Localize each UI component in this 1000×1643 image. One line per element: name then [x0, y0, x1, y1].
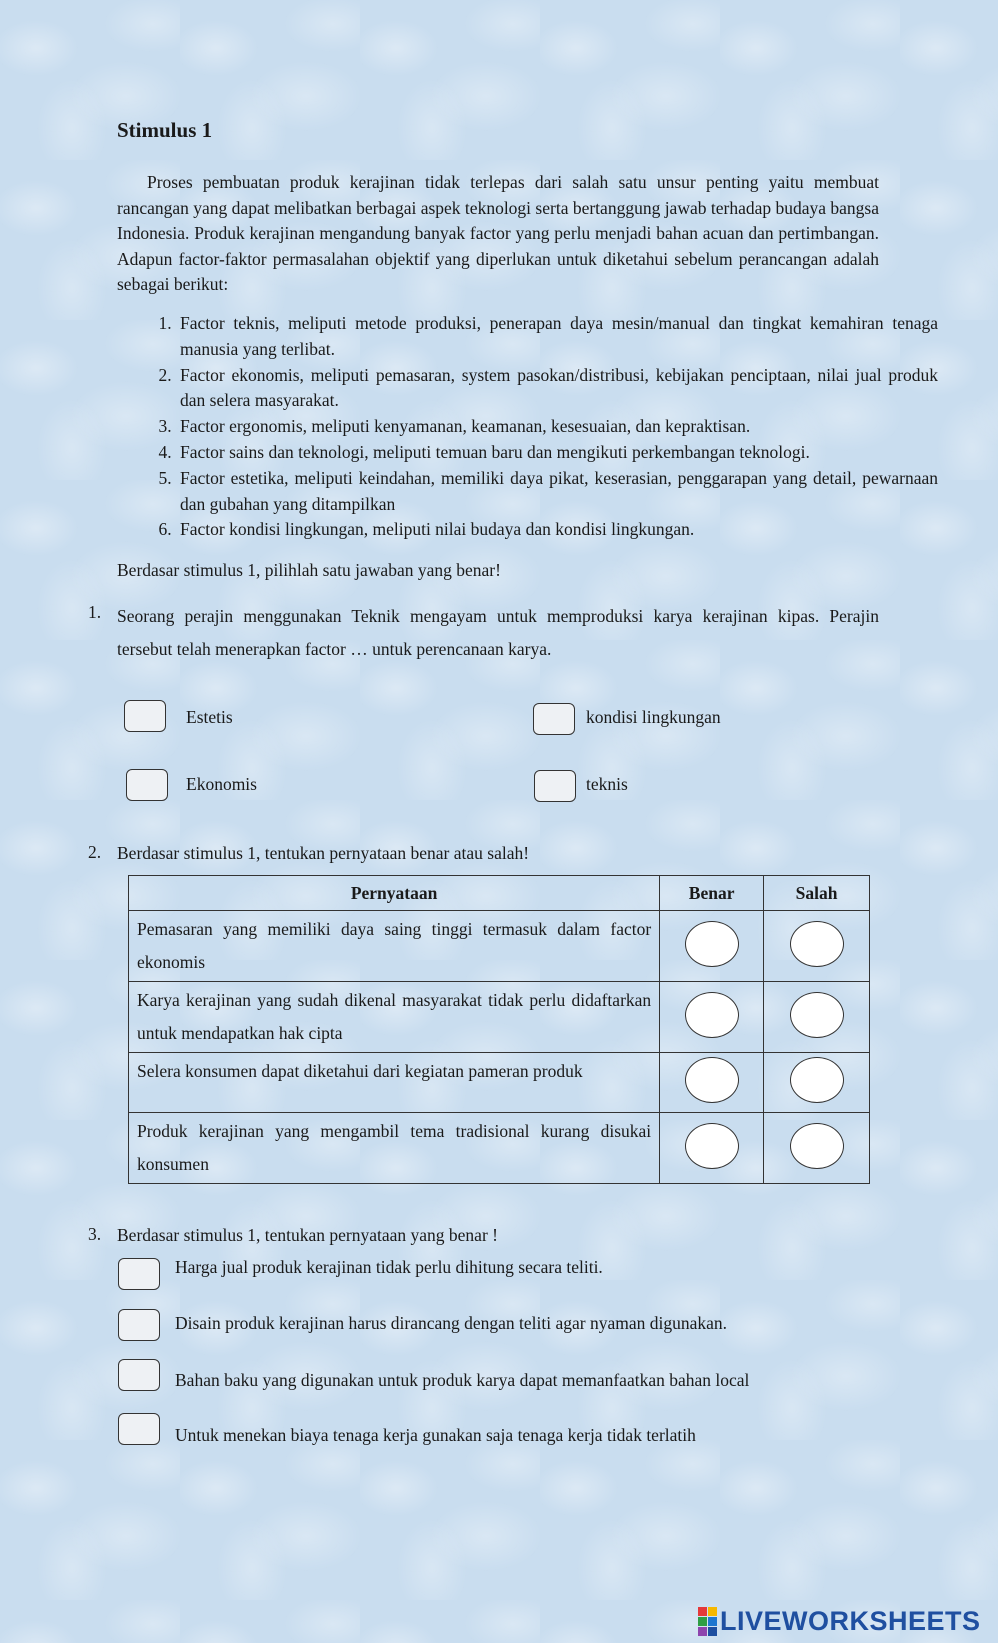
q1-text: Seorang perajin menggunakan Teknik mengayam untuk memproduksi karya kerajinan kipas. Perajin tersebut telah menerapkan factor … untuk perencanaan karya. [117, 606, 879, 659]
q1-option-checkbox-teknis[interactable] [534, 770, 576, 802]
q1-option-label: kondisi lingkungan [586, 707, 721, 727]
q3-text: Berdasar stimulus 1, tentukan pernyataan yang benar ! [117, 1225, 498, 1245]
benar-radio[interactable] [685, 1123, 739, 1169]
factor-item: 2. Factor ekonomis, meliputi pemasaran, system pasokan/distribusi, kebijakan penciptaan, nilai jual produk dan selera masyarakat. [176, 363, 938, 415]
q1-option-label: Ekonomis [186, 774, 257, 794]
benar-cell [660, 982, 764, 1053]
table-row [129, 911, 870, 982]
benar-cell [660, 1113, 764, 1184]
liveworksheets-logo[interactable] [698, 1606, 981, 1637]
logo-text: LIVEWORKSHEETS [720, 1606, 981, 1636]
salah-radio[interactable] [790, 1123, 844, 1169]
q2-number: 2. [88, 842, 102, 862]
q1-option-label: Estetis [186, 707, 233, 727]
statement-cell: Karya kerajinan yang sudah dikenal masyarakat tidak perlu didaftarkan untuk mendapatkan hak cipta [129, 982, 660, 1053]
q3-option-label: Disain produk kerajinan harus dirancang dengan teliti agar nyaman digunakan. [175, 1313, 728, 1333]
q1-option-checkbox-ekonomis[interactable] [126, 769, 168, 801]
statement-cell: Selera konsumen dapat diketahui dari kegiatan pameran produk [129, 1053, 660, 1113]
statement-cell: Pemasaran yang memiliki daya saing tinggi termasuk dalam factor ekonomis [129, 911, 660, 982]
benar-cell [660, 911, 764, 982]
header-pernyataan: Pernyataan [129, 876, 660, 911]
instruction: Berdasar stimulus 1, pilihlah satu jawaban yang benar! [117, 560, 501, 580]
benar-radio[interactable] [685, 921, 739, 967]
q3-option-checkbox[interactable] [118, 1309, 160, 1341]
table-row [129, 1053, 870, 1113]
salah-cell [764, 982, 870, 1053]
q3-option-checkbox[interactable] [118, 1258, 160, 1290]
factor-item: 4. Factor sains dan teknologi, meliputi temuan baru dan mengikuti perkembangan teknologi. [176, 440, 938, 466]
q1-number: 1. [88, 602, 102, 622]
q1-option-label: teknis [586, 774, 628, 794]
benar-radio[interactable] [685, 992, 739, 1038]
salah-radio[interactable] [790, 992, 844, 1038]
salah-radio[interactable] [790, 921, 844, 967]
table-row [129, 982, 870, 1053]
factor-item: 5. Factor estetika, meliputi keindahan, memiliki daya pikat, keserasian, penggarapan yang detail, pewarnaan dan gubahan yang ditampilkan [176, 466, 938, 518]
q3-number: 3. [88, 1224, 102, 1244]
statement-cell: Produk kerajinan yang mengambil tema tradisional kurang disukai konsumen [129, 1113, 660, 1184]
salah-cell [764, 911, 870, 982]
salah-cell [764, 1053, 870, 1113]
salah-radio[interactable] [790, 1057, 844, 1103]
header-benar: Benar [660, 876, 764, 911]
q3-option-label: Harga jual produk kerajinan tidak perlu dihitung secara teliti. [175, 1257, 603, 1277]
factor-item: 6. Factor kondisi lingkungan, meliputi nilai budaya dan kondisi lingkungan. [176, 517, 938, 543]
q3-option-label: Untuk menekan biaya tenaga kerja gunakan saja tenaga kerja tidak terlatih [175, 1425, 696, 1445]
table-header-row [129, 876, 870, 911]
q2-text: Berdasar stimulus 1, tentukan pernyataan benar atau salah! [117, 843, 530, 863]
liveworksheets-icon [698, 1607, 717, 1636]
q3-option-checkbox[interactable] [118, 1413, 160, 1445]
q1-option-checkbox-estetis[interactable] [124, 700, 166, 732]
q3-option-label: Bahan baku yang digunakan untuk produk karya dapat memanfaatkan bahan local [175, 1370, 750, 1390]
benar-radio[interactable] [685, 1057, 739, 1103]
salah-cell [764, 1113, 870, 1184]
factor-list [117, 311, 938, 543]
table-row [129, 1113, 870, 1184]
benar-cell [660, 1053, 764, 1113]
stimulus-intro [117, 170, 879, 298]
stimulus-title: Stimulus 1 [117, 118, 213, 142]
stimulus-intro-text: Proses pembuatan produk kerajinan tidak terlepas dari salah satu unsur penting yaitu membuat rancangan yang dapat melibatkan berbagai aspek teknologi serta bertanggung jawab terhadap budaya bangsa Indonesia. Produk kerajinan mengandung banyak factor yang perlu menjadi bahan acuan dan pertimbangan. Adapun factor-faktor permasalahan objektif yang diperlukan untuk diketahui sebelum perancangan adalah sebagai berikut: [117, 172, 879, 294]
statement-table [128, 875, 870, 1184]
factor-item: 1. Factor teknis, meliputi metode produksi, penerapan daya mesin/manual dan tingkat kemahiran tenaga manusia yang terlibat. [176, 311, 938, 363]
header-salah: Salah [764, 876, 870, 911]
factor-item: 3. Factor ergonomis, meliputi kenyamanan, keamanan, kesesuaian, dan kepraktisan. [176, 414, 938, 440]
q3-option-checkbox[interactable] [118, 1359, 160, 1391]
q1-option-checkbox-kondisi-lingkungan[interactable] [533, 703, 575, 735]
